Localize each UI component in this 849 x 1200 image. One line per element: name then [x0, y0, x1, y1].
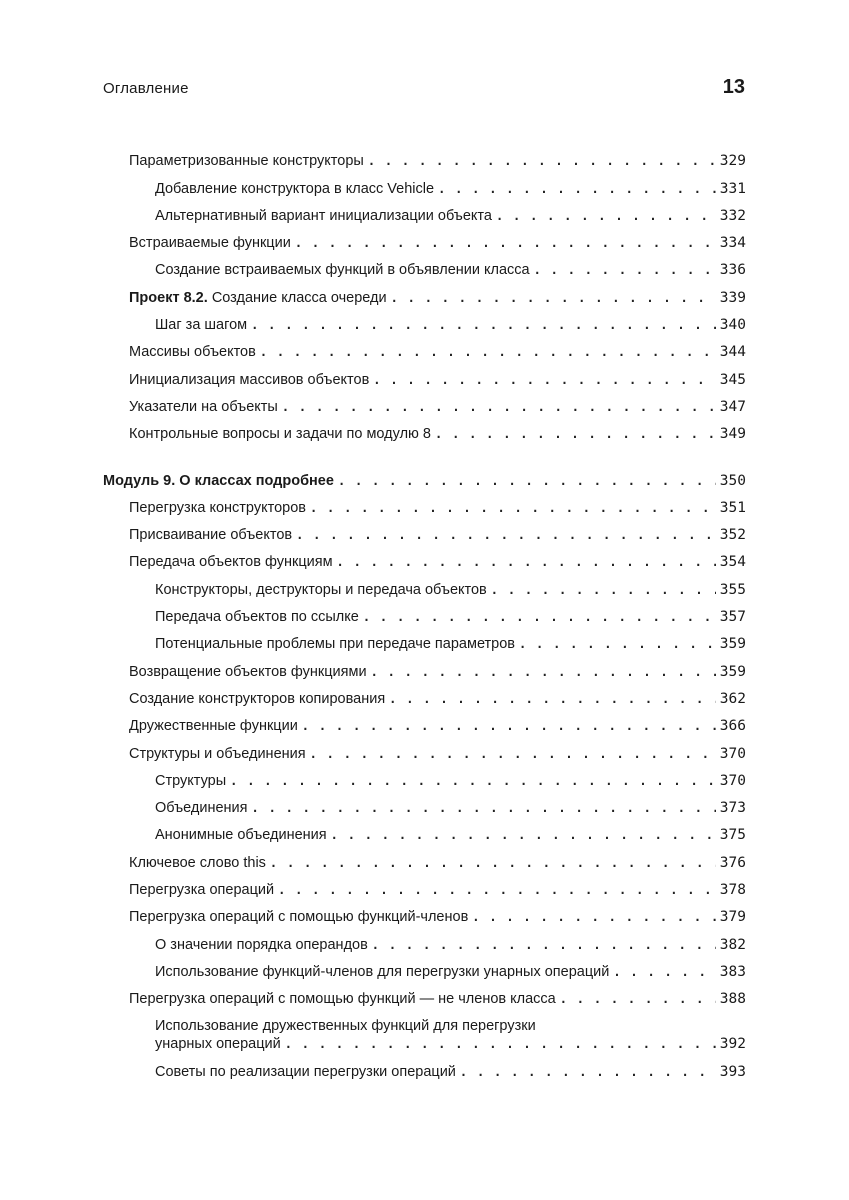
dot-leader [368, 152, 716, 170]
dot-leader [363, 608, 716, 626]
toc-entry [103, 389, 746, 416]
toc-page-number: 354 [719, 554, 746, 571]
toc-page-number: 345 [719, 371, 746, 388]
toc-entry [103, 899, 746, 926]
toc-entry-title: Указатели на объекты [129, 398, 278, 415]
toc-entry [103, 416, 746, 443]
dot-leader [613, 963, 715, 981]
toc-entry [103, 926, 746, 953]
toc-entry-title: Потенциальные проблемы при передаче параметров [155, 636, 515, 653]
dot-leader [496, 207, 716, 225]
dot-leader [302, 717, 716, 735]
dot-leader [310, 499, 716, 517]
dot-leader [270, 854, 716, 872]
dot-leader [295, 234, 716, 252]
toc-entry [103, 735, 746, 762]
toc-page-number: 366 [719, 718, 746, 735]
dot-leader [460, 1063, 716, 1081]
toc-entry [103, 817, 746, 844]
toc-entry [103, 653, 746, 680]
dot-leader [371, 663, 716, 681]
toc-entry-title: Ключевое слово this [129, 854, 266, 871]
dot-leader [296, 526, 716, 544]
toc-entry-title: О значении порядка операндов [155, 936, 368, 953]
toc-entry [103, 599, 746, 626]
dot-leader [373, 371, 716, 389]
dot-leader [519, 635, 716, 653]
toc-entry-title-continued: унарных операций [155, 1036, 281, 1053]
toc-page-number: 370 [719, 772, 746, 789]
toc-entry-title: Массивы объектов [129, 344, 256, 361]
toc-entry-title: Структуры и объединения [129, 745, 306, 762]
toc-page-number: 376 [719, 854, 746, 871]
page-number: 13 [722, 76, 745, 98]
toc-entry-title: Инициализация массивов объектов [129, 371, 370, 388]
toc-page-number: 378 [719, 882, 746, 899]
toc-page-number: 340 [719, 317, 746, 334]
dot-leader [282, 398, 716, 416]
dot-leader [285, 1035, 716, 1053]
toc-entry [103, 763, 746, 790]
dot-leader [252, 799, 716, 817]
toc-entry-title: Советы по реализации перегрузки операций [155, 1063, 456, 1080]
toc-entry-title: Параметризованные конструкторы [129, 153, 364, 170]
toc-page-number: 373 [719, 800, 746, 817]
toc-page-number: 388 [719, 991, 746, 1008]
toc-page-number: 331 [719, 180, 746, 197]
toc-entry [103, 981, 746, 1008]
toc-project-prefix: Проект 8.2. [129, 289, 208, 306]
dot-leader [310, 745, 716, 763]
toc-page-number: 392 [719, 1036, 746, 1053]
toc-entry [103, 334, 746, 361]
toc-page-number: 359 [719, 636, 746, 653]
dot-leader [338, 472, 716, 490]
dot-leader [251, 316, 716, 334]
toc-page-number: 334 [719, 235, 746, 252]
toc-entry-title: Использование функций-членов для перегрузки унарных операций [155, 963, 610, 980]
toc-entry-title: Передача объектов функциям [129, 554, 333, 571]
dot-leader [560, 990, 716, 1008]
toc-entry-title: Передача объектов по ссылке [155, 609, 359, 626]
toc-entry-title: Дружественные функции [129, 718, 298, 735]
toc-entry [103, 1053, 746, 1080]
toc-entry [103, 681, 746, 708]
toc-page-number: 379 [719, 909, 746, 926]
toc-page-number: 359 [719, 663, 746, 680]
toc-page-number: 362 [719, 690, 746, 707]
dot-leader [438, 180, 716, 198]
dot-leader [372, 936, 716, 954]
toc-entry-title: Добавление конструктора в класс Vehicle [155, 180, 435, 197]
dot-leader [389, 690, 716, 708]
toc-entry-title: Перегрузка операций с помощью функций — не членов класса [129, 991, 556, 1008]
toc-entry [103, 279, 746, 306]
dot-leader [331, 826, 716, 844]
toc-page-number: 393 [719, 1063, 746, 1080]
dot-leader [337, 553, 716, 571]
toc-entry-title: Создание встраиваемых функций в объявлении класса [155, 262, 530, 279]
toc-entry [103, 872, 746, 899]
toc-page-number: 329 [719, 153, 746, 170]
toc-page-number: 336 [719, 262, 746, 279]
toc-entry-title: Конструкторы, деструкторы и передача объектов [155, 581, 487, 598]
table-of-contents [103, 143, 746, 1081]
toc-entry-title: Шаг за шагом [155, 317, 248, 334]
toc-entry [103, 361, 746, 388]
toc-entry [103, 225, 746, 252]
toc-entry-title: Возвращение объектов функциями [129, 663, 367, 680]
toc-entry [103, 143, 746, 170]
toc-page-number: 339 [719, 289, 746, 306]
toc-entry-title: Перегрузка конструкторов [129, 499, 306, 516]
toc-entry [103, 708, 746, 735]
toc-page-number: 349 [719, 426, 746, 443]
dot-leader [391, 289, 716, 307]
toc-entry-title [129, 289, 387, 307]
toc-entry-title: Объединения [155, 800, 248, 817]
toc-entry [103, 307, 746, 334]
toc-page-number: 352 [719, 527, 746, 544]
toc-page-number: 383 [719, 963, 746, 980]
toc-entry-continuation [155, 1035, 746, 1053]
toc-entry [103, 544, 746, 571]
toc-page-number: 375 [719, 827, 746, 844]
toc-entry-title: Контрольные вопросы и задачи по модулю 8 [129, 426, 432, 443]
dot-leader [491, 581, 716, 599]
dot-leader [278, 881, 716, 899]
toc-entry-title: Присваивание объектов [129, 527, 293, 544]
toc-entry [103, 790, 746, 817]
running-header-title: Оглавление [103, 80, 189, 97]
toc-page-number: 382 [719, 936, 746, 953]
toc-page-number: 370 [719, 745, 746, 762]
toc-entry [103, 844, 746, 871]
toc-page-number: 357 [719, 609, 746, 626]
toc-entry-title: Анонимные объединения [155, 827, 327, 844]
toc-entry-title: Альтернативный вариант инициализации объекта [155, 207, 492, 224]
toc-entry [103, 170, 746, 197]
toc-entry-title: Перегрузка операций с помощью функций-членов [129, 909, 469, 926]
toc-entry-title: Модуль 9. О классах подробнее [103, 472, 334, 489]
toc-entry-title: Перегрузка операций [129, 882, 275, 899]
toc-module-entry [103, 462, 746, 489]
toc-entry [103, 252, 746, 279]
toc-entry [103, 198, 746, 225]
toc-entry [103, 954, 746, 981]
toc-page-number: 355 [719, 581, 746, 598]
toc-page-number: 350 [719, 472, 746, 489]
toc-entry-title: Использование дружественных функций для перегрузки [155, 1018, 536, 1035]
toc-page-number: 332 [719, 207, 746, 224]
toc-entry [103, 490, 746, 517]
toc-page-number: 344 [719, 344, 746, 361]
dot-leader [435, 425, 716, 443]
dot-leader [230, 772, 716, 790]
toc-entry [103, 571, 746, 598]
toc-page-number: 351 [719, 499, 746, 516]
toc-entry-title-text: Создание класса очереди [211, 289, 387, 306]
toc-entry [103, 1008, 746, 1053]
toc-entry-title: Встраиваемые функции [129, 235, 291, 252]
toc-entry-title: Структуры [155, 772, 227, 789]
dot-leader [472, 908, 716, 926]
toc-entry-title: Создание конструкторов копирования [129, 690, 386, 707]
dot-leader [534, 261, 716, 279]
toc-page-number: 347 [719, 398, 746, 415]
toc-entry [103, 517, 746, 544]
dot-leader [260, 343, 716, 361]
toc-entry [103, 626, 746, 653]
